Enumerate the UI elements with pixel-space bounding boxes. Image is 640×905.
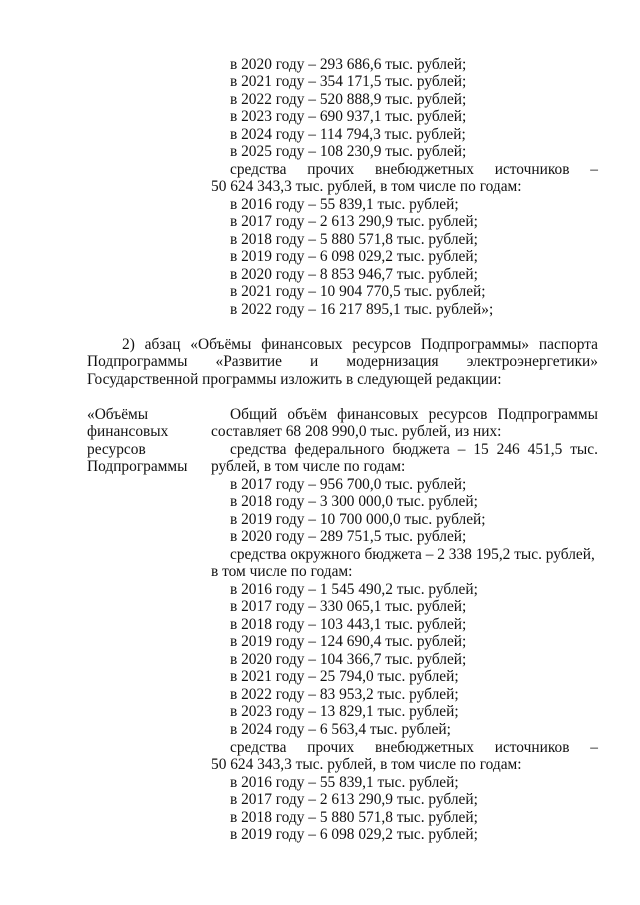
year-line: в 2019 году – 6 098 029,2 тыс. рублей;	[230, 826, 478, 843]
year-line: в 2022 году – 16 217 895,1 тыс. рублей»;	[230, 301, 494, 318]
label-line: ресурсов	[87, 441, 146, 458]
label-line: «Объёмы	[87, 406, 149, 423]
year-line: в 2024 году – 6 563,4 тыс. рублей;	[230, 721, 451, 738]
year-line: в 2018 году – 5 880 571,8 тыс. рублей;	[230, 231, 478, 248]
other-sources-heading: средства прочих внебюджетных источников –	[230, 161, 598, 178]
year-line: в 2020 году – 289 751,5 тыс. рублей;	[230, 528, 467, 545]
other-sources-total: 50 624 343,3 тыс. рублей, в том числе по годам:	[211, 178, 522, 195]
year-line: в 2022 году – 520 888,9 тыс. рублей;	[230, 91, 467, 108]
year-line: в 2017 году – 330 065,1 тыс. рублей;	[230, 598, 467, 615]
label-line: финансовых	[87, 423, 169, 440]
year-line: в 2016 году – 1 545 490,2 тыс. рублей;	[230, 581, 478, 598]
federal-line-2: рублей, в том числе по годам:	[211, 458, 406, 475]
year-line: в 2019 году – 6 098 029,2 тыс. рублей;	[230, 248, 478, 265]
year-line: в 2018 году – 3 300 000,0 тыс. рублей;	[230, 493, 478, 510]
year-line: в 2018 году – 103 443,1 тыс. рублей;	[230, 616, 467, 633]
year-line: в 2022 году – 83 953,2 тыс. рублей;	[230, 686, 459, 703]
other-sources-heading: средства прочих внебюджетных источников –	[230, 739, 598, 756]
year-line: в 2024 году – 114 794,3 тыс. рублей;	[230, 126, 466, 143]
label-line: Подпрограммы	[87, 458, 188, 475]
year-line: в 2020 году – 8 853 946,7 тыс. рублей;	[230, 266, 478, 283]
federal-heading: средства федерального бюджета – 15 246 451,5 тыс.	[230, 441, 598, 458]
year-line: в 2023 году – 690 937,1 тыс. рублей;	[230, 108, 467, 125]
total-line-2: составляет 68 208 990,0 тыс. рублей, из них:	[211, 423, 502, 440]
year-line: в 2021 году – 354 171,5 тыс. рублей;	[230, 73, 467, 90]
year-line: в 2019 году – 124 690,4 тыс. рублей;	[230, 633, 467, 650]
total-line-1: Общий объём финансовых ресурсов Подпрограммы	[230, 406, 598, 423]
year-line: в 2017 году – 956 700,0 тыс. рублей;	[230, 476, 467, 493]
year-line: в 2017 году – 2 613 290,9 тыс. рублей;	[230, 213, 478, 230]
paragraph-2-line-3: Государственной программы изложить в следующей редакции:	[87, 371, 502, 388]
year-line: в 2021 году – 25 794,0 тыс. рублей;	[230, 668, 459, 685]
year-line: в 2017 году – 2 613 290,9 тыс. рублей;	[230, 791, 478, 808]
year-line: в 2021 году – 10 904 770,5 тыс. рублей;	[230, 283, 486, 300]
okrug-line-2: в том числе по годам:	[211, 563, 353, 580]
year-line: в 2018 году – 5 880 571,8 тыс. рублей;	[230, 809, 478, 826]
year-line: в 2023 году – 13 829,1 тыс. рублей;	[230, 703, 459, 720]
year-line: в 2016 году – 55 839,1 тыс. рублей;	[230, 774, 459, 791]
paragraph-2-line-1: 2) абзац «Объёмы финансовых ресурсов Подпрограммы» паспорта	[122, 336, 598, 353]
year-line: в 2016 году – 55 839,1 тыс. рублей;	[230, 196, 459, 213]
year-line: в 2025 году – 108 230,9 тыс. рублей;	[230, 143, 467, 160]
year-line: в 2020 году – 104 366,7 тыс. рублей;	[230, 651, 467, 668]
year-line: в 2019 году – 10 700 000,0 тыс. рублей;	[230, 511, 486, 528]
okrug-heading: средства окружного бюджета – 2 338 195,2 тыс. рублей,	[230, 546, 595, 563]
paragraph-2-line-2: Подпрограммы «Развитие и модернизация электроэнергетики»	[87, 353, 598, 370]
year-line: в 2020 году – 293 686,6 тыс. рублей;	[230, 56, 467, 73]
other-sources-total: 50 624 343,3 тыс. рублей, в том числе по годам:	[211, 756, 522, 773]
